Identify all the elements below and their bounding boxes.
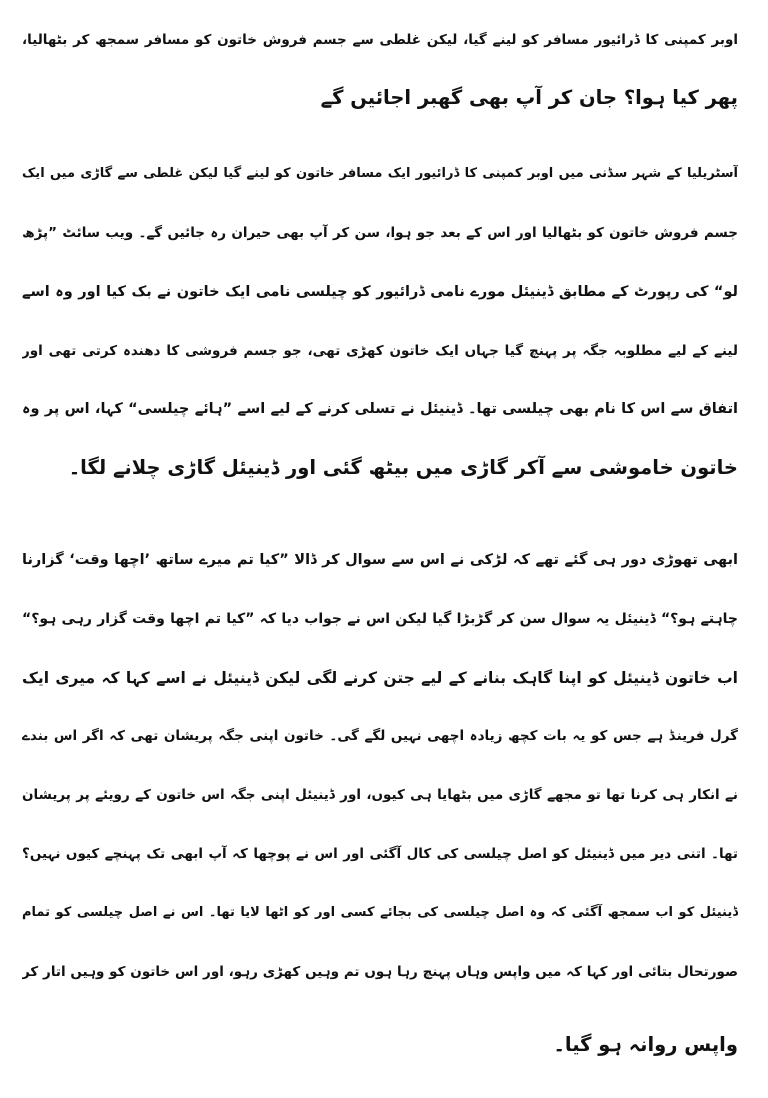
paragraph-3-line-1: ابھی تھوڑی دور ہی گئے تھے کہ لڑکی نے اس سے سوال کر ڈالا ”کیا تم میرے ساتھ ’اچھا وقت‘ گزارنا	[22, 552, 738, 568]
paragraph-3-line-3: اب خاتون ڈینیئل کو اپنا گاہک بنانے کے لیے جتن کرنے لگی لیکن ڈینیئل نے اسے کہا کہ میری ایک	[22, 669, 738, 687]
paragraph-3-line-9: واپس روانہ ہو گیا۔	[553, 1033, 738, 1056]
headline-line-1: اوبر کمپنی کا ڈرائیور مسافر کو لینے گیا، لیکن غلطی سے جسم فروش خاتون کو مسافر سمجھ کر بٹھالیا،	[22, 32, 738, 48]
paragraph-2-line-3: لو“ کی رپورٹ کے مطابق ڈینیئل مورے نامی ڈرائیور کو چیلسی نامی ایک خاتون نے بک کیا اور وہ اسے	[22, 284, 738, 300]
paragraph-3-line-5: نے انکار ہی کرنا تھا تو مجھے گاڑی میں بٹھایا ہی کیوں، اور ڈینیئل اپنی جگہ اس خاتون کے رویئے پر پریشان	[22, 787, 738, 803]
paragraph-2-line-6: خاتون خاموشی سے آکر گاڑی میں بیٹھ گئی اور ڈینیئل گاڑی چلانے لگا۔	[68, 456, 738, 479]
paragraph-3-line-2: چاہتے ہو؟“ ڈینیئل یہ سوال سن کر گڑبڑا گیا لیکن اس نے جواب دیا کہ ”کیا تم اچھا وقت گزار رہی ہو؟“	[22, 611, 738, 627]
paragraph-3-line-4: گرل فرینڈ ہے جس کو یہ بات کچھ زیادہ اچھی نہیں لگے گی۔ خاتون اپنی جگہ پریشان تھی کہ اگر اس بندے	[22, 728, 738, 744]
paragraph-3-line-6: تھا۔ اتنی دیر میں ڈینیئل کو اصل چیلسی کی کال آگئی اور اس نے پوچھا کہ آپ ابھی تک پہنچے کیوں نہیں؟	[22, 846, 738, 862]
paragraph-3-line-8: صورتحال بتائی اور کہا کہ میں واپس وہاں پہنچ رہا ہوں تم وہیں کھڑی رہو، اور اس خاتون کو وہیں اتار کر	[22, 964, 738, 980]
paragraph-2-line-4: لینے کے لیے مطلوبہ جگہ پر پہنچ گیا جہاں ایک خاتون کھڑی تھی، جو جسم فروشی کا دھندہ کرتی تھی اور	[22, 343, 738, 359]
paragraph-2-line-1: آسٹریلیا کے شہر سڈنی میں اوبر کمپنی کا ڈرائیور ایک مسافر خاتون کو لینے گیا لیکن غلطی سے گاڑی میں ایک	[22, 166, 738, 181]
paragraph-3-line-7: ڈینیئل کو اب سمجھ آگئی کہ وہ اصل چیلسی کی بجائے کسی اور کو اٹھا لایا تھا۔ اس نے اصل چیلسی کو تمام	[22, 905, 738, 920]
paragraph-2-line-5: اتفاق سے اس کا نام بھی چیلسی تھا۔ ڈینیئل نے تسلی کرنے کے لیے اسے ”ہائے چیلسی“ کہا، اس پر وہ	[22, 401, 738, 417]
headline-line-2: پھر کیا ہوا؟ جان کر آپ بھی گھبر اجائیں گے	[320, 86, 738, 109]
paragraph-2-line-2: جسم فروش خاتون کو بٹھالیا اور اس کے بعد جو ہوا، سن کر آپ بھی حیران رہ جائیں گے۔ ویب سائٹ ”پڑھ	[22, 225, 738, 241]
